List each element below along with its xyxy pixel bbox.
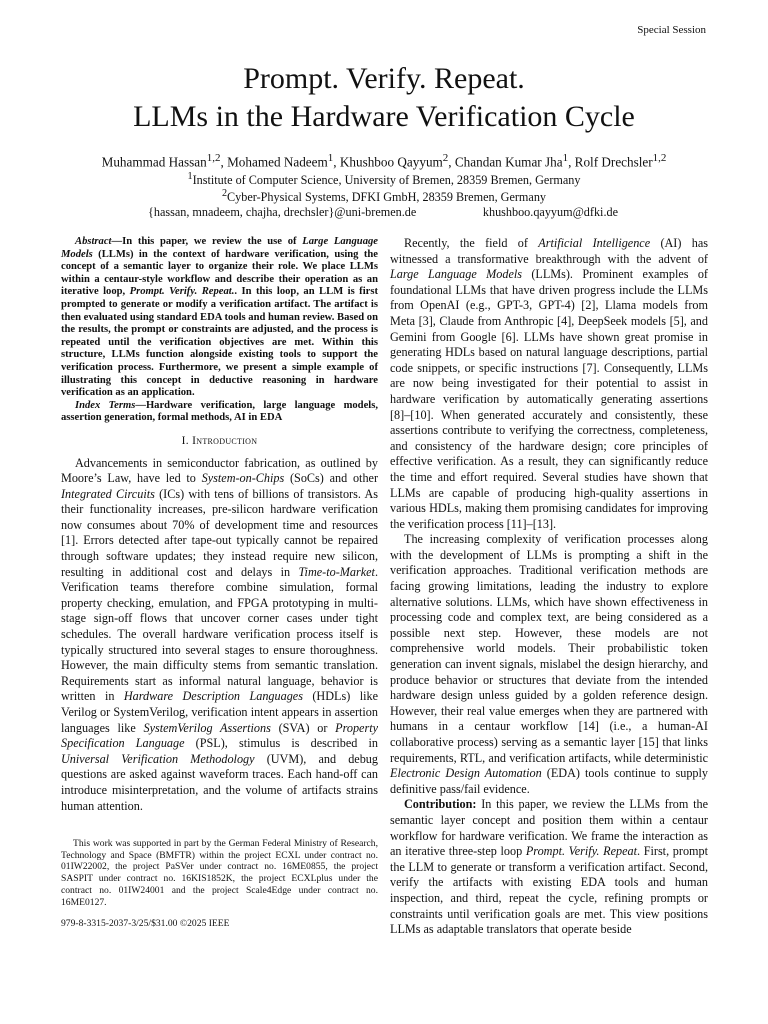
funding-footnote: This work was supported in part by the German Federal Ministry of Research, Technology and Space (BMFTR) within the project ECXL under contract no. 01IW22002, the project PaSVer under contract no. 16ME0855, the project SASPIT under contract no. 16KIS1852K, the project ECXLplus under the contract no. 01IW24001 and the project Scale4Edge under contract no. 16ME0127. (61, 838, 378, 908)
affiliation-2: $^2$Cyber-Physical Systems, DFKI GmbH, 28359 Bremen, Germany (221, 188, 547, 205)
author-affil-sup: 1,2 (652, 152, 667, 164)
author-affil-sup: 2 (442, 152, 449, 164)
author-affil-sup: 1 (327, 152, 334, 164)
author-emails (148, 205, 618, 220)
index-terms: Index Terms—Hardware verification, large language models, assertion generation, formal methods, AI in EDA (61, 399, 378, 424)
right-column (390, 236, 708, 938)
title-line-2: LLMs in the Hardware Verification Cycle (133, 100, 635, 133)
author-name: Muhammad Hassan (101, 154, 207, 170)
section-heading: I. Introduction (181, 434, 258, 447)
abstract: Abstract—In this paper, we review the use of Large Language Models (LLMs) in the context of hardware verification, using the concept of a semantic layer to organize their role. We place LLMs within a centaur-style workflow and describe their operation as an iterative loop, Prompt. Verify. Repeat.. In this loop, an LLM is first prompted to generate or modify a verification artifact. The artifact is then evaluated using standard EDA tools and human review. Based on the results, the prompt or constraints are adjusted, and the process is repeated until the verification objectives are met. Within this structure, LLMs function alongside existing tools to support the verification process. Furthermore, we present a simple example of illustrating this concept in deductive reasoning in hardware verification as an application. Index Terms—Hardware verification, large language models, assertion generation, formal methods, AI in EDA (61, 236, 378, 424)
body-paragraph: The increasing complexity of verification processes along with the development of LLMs is prompting a shift in the verification approaches. Traditional verification methods are facing growing limitations, leading the industry to explore alternative solutions. LLMs, which have shown effectiveness in processing code and complex text, are being considered as a possible next step. However, these models are not comprehensive world models. Their probabilistic token generation can invent signals, mislabel the design hierarchy, and produce behavior or structures that deviate from the intended hardware design unless guided by a golden reference design. However, their real value emerges when they are partnered with humans in a centaur workflow [14] (i.e., a human-AI collaborative process) serving as a semantic layer [15] that links requirements, RTL, and verification artifacts, while deterministic Electronic Design Automation (EDA) tools continue to supply definitive pass/fail evidence. (390, 532, 708, 796)
author-affil-sup: 1 (562, 152, 569, 164)
contribution-paragraph: Contribution: In this paper, we review the LLMs from the semantic layer concept and position them within a centaur workflow for hardware verification. We frame the interaction as an iterative three-step loop Prompt. Verify. Repeat. First, prompt the LLM to generate or transform a verification artifact. Second, verify the artifacts with existing EDA tools and human inspection, and third, repeat the cycle, refining prompts or constraints until verification goals are met. This view positions LLMs as adaptable translators that operate beside (390, 797, 708, 937)
left-column (61, 236, 378, 814)
body-paragraph: Recently, the field of Artificial Intelligence (AI) has witnessed a transformative breakthrough with the advent of Large Language Models (LLMs). Prominent examples of foundational LLMs that have driven progress include the LLMs from OpenAI (e.g., GPT-3, GPT-4) [2], Llama models from Meta [3], Claude from Anthropic [4], DeepSeek models [5], and Gemini from Google [6]. LLMs have shown great promise in generating HDLs based on natural language descriptions, partial code snippets, or specific instructions [7]. Consequently, LLMs are now being investigated for their potential to assist in hardware verification by automatically generating assertions [8]–[10]. When generated accurately and consistently, these assertions contribute to verifying the correctness, completeness, and consistency of the hardware design; core principles of effective verification. As a result, they can significantly reduce the time and effort required. Several studies have shown that LLMs are capable of producing high-quality assertions in various HDLs, making them promising candidates for improving the verification process [11]–[13]. (390, 236, 708, 531)
author-name: Chandan Kumar Jha (454, 154, 563, 170)
affiliation-1: $^1$Institute of Computer Science, University of Bremen, 28359 Bremen, Germany (187, 171, 581, 188)
copyright-notice: 979-8-3315-2037-3/25/$31.00 ©2025 IEEE (61, 918, 230, 929)
email-right: khushboo.qayyum@dfki.de (482, 205, 618, 219)
author-list: Muhammad Hassan$^{1,2}$, Mohamed Nadeem$^1$, Khushboo Qayyum$^2$, Chandan Kumar Jha$^1$, Rolf Drechsler$^{1,2}$ (101, 152, 667, 170)
title-line-1: Prompt. Verify. Repeat. (243, 62, 525, 95)
email-left: {hassan, mnadeem, chajha, drechsler}@uni-bremen.de (148, 205, 417, 219)
session-label: Special Session (637, 24, 706, 36)
intro-paragraph: Advancements in semiconductor fabrication, as outlined by Moore’s Law, have led to System-on-Chips (SoCs) and other Integrated Circuits (ICs) with tens of billions of transistors. As their functionality increases, pre-silicon hardware verification now consumes about 70% of development time and resources [1]. Errors detected after tape-out typically cannot be repaired through software updates; they instead require new silicon, resulting in additional cost and delays in Time-to-Market. Verification teams therefore combine simulation, formal property checking, emulation, and FPGA prototyping in multi-stage sign-off flows that uncover corner cases under tight schedules. The overall hardware verification process itself is typically structured into several stages to ensure thoroughness. However, the main difficulty stems from semantic translation. Requirements start as informal natural language, behavior is written in Hardware Description Languages (HDLs) like Verilog or SystemVerilog, verification intent appears in assertion languages like SystemVerilog Assertions (SVA) or Property Specification Language (PSL), stimulus is described in Universal Verification Methodology (UVM), and debug questions are asked against waveform traces. Each hand-off can introduce misinterpretation, and the volume of artifacts strains human attention. (61, 455, 378, 813)
author-name: Mohamed Nadeem (227, 154, 328, 170)
paper-title (0, 60, 768, 136)
abstract-label: Abstract (75, 236, 112, 247)
author-name: Rolf Drechsler (574, 154, 653, 170)
author-affil-sup: 1,2 (206, 152, 221, 164)
author-name: Khushboo Qayyum (339, 154, 443, 170)
